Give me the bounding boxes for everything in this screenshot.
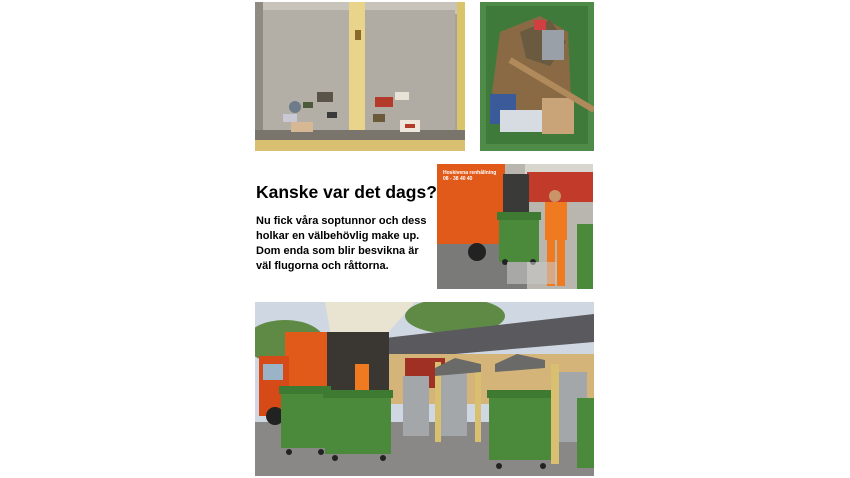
truck-company: Hoskivena renhållning (443, 170, 497, 176)
article-paragraph-1: Nu fick våra soptunnor och dess holkar en välbehövlig make up. (256, 215, 427, 242)
article-heading: Kanske var det dags? (256, 182, 437, 202)
photo-dirty-bin-enclosure (255, 2, 465, 151)
article-paragraph-2: Dom enda som blir besvikna är väl flugorna och råttorna. (256, 245, 419, 272)
photo-truck-and-enclosures (255, 302, 594, 476)
truck-lettering (443, 170, 499, 182)
photo-worker-washing-bin (437, 164, 593, 289)
truck-phone: 08 - 38 40 40 (443, 176, 473, 182)
photo-trash-container (480, 2, 594, 151)
